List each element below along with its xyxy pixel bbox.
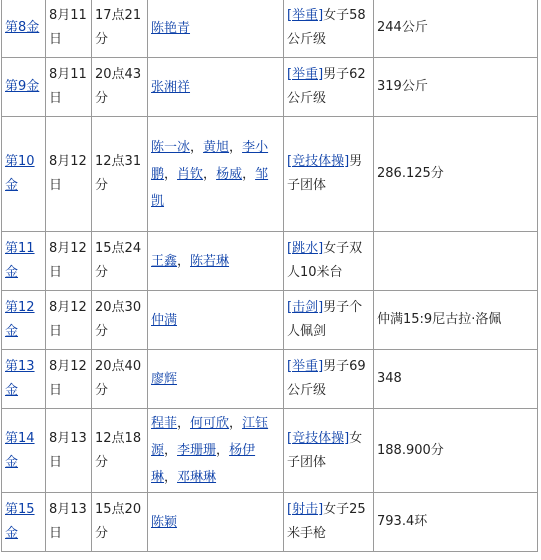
athlete-link[interactable]: 何可欣 [190, 416, 230, 431]
athlete-link[interactable]: 廖辉 [151, 371, 178, 387]
event-cell [284, 350, 374, 409]
date-cell: 8月12日 [46, 232, 92, 291]
event-cell [284, 58, 374, 117]
athlete-link[interactable]: 程菲 [151, 416, 178, 431]
athlete-separator: ， [164, 166, 178, 182]
athlete-link[interactable]: 陈艳青 [151, 20, 191, 36]
athlete-link[interactable]: 陈若琳 [190, 253, 230, 269]
medal-cell [2, 409, 46, 493]
time-cell: 20点40分 [92, 350, 148, 409]
result-cell: 286.125分 [374, 117, 538, 232]
medal-cell [2, 0, 46, 58]
medal-cell [2, 493, 46, 552]
athlete-separator: ， [229, 416, 243, 431]
athletes-cell [148, 493, 284, 552]
athletes-cell [148, 409, 284, 493]
athlete-link[interactable]: 杨伊琳 [151, 443, 256, 485]
event-category-link[interactable]: [竞技体操] [287, 430, 350, 446]
athletes-cell [148, 58, 284, 117]
time-cell: 12点31分 [92, 117, 148, 232]
event-cell [284, 232, 374, 291]
athlete-link[interactable]: 黄旭 [203, 139, 230, 155]
date-cell: 8月12日 [46, 117, 92, 232]
table-row [2, 58, 538, 117]
athlete-link[interactable]: 陈一冰 [151, 139, 191, 155]
medal-cell [2, 117, 46, 232]
athletes-cell [148, 291, 284, 350]
time-cell: 17点21分 [92, 0, 148, 58]
result-cell: 348 [374, 350, 538, 409]
event-category-link[interactable]: [举重] [287, 67, 324, 82]
date-cell: 8月13日 [46, 409, 92, 493]
medal-link[interactable]: 第10金 [5, 154, 35, 193]
event-name: 女子25米手枪 [287, 502, 366, 541]
table-row [2, 0, 538, 58]
medal-cell [2, 350, 46, 409]
athlete-link[interactable]: 肖钦 [177, 166, 204, 182]
result-cell: 793.4环 [374, 493, 538, 552]
athletes-cell [148, 232, 284, 291]
table-row [2, 232, 538, 291]
event-category-link[interactable]: [竞技体操] [287, 154, 350, 169]
event-name: 男子个人佩剑 [287, 300, 363, 339]
date-cell: 8月13日 [46, 493, 92, 552]
result-cell: 仲满15:9尼古拉·洛佩 [374, 291, 538, 350]
event-cell [284, 291, 374, 350]
athlete-link[interactable]: 邓琳琳 [177, 470, 217, 485]
time-cell: 15点20分 [92, 493, 148, 552]
medal-link[interactable]: 第8金 [5, 20, 40, 35]
event-name: 女子双人10米台 [287, 241, 363, 280]
event-cell [284, 0, 374, 58]
event-category-link[interactable]: [击剑] [287, 300, 324, 315]
medal-link[interactable]: 第9金 [5, 79, 40, 94]
date-cell: 8月12日 [46, 291, 92, 350]
athlete-link[interactable]: 江钰源 [151, 416, 269, 458]
result-cell: 188.900分 [374, 409, 538, 493]
event-name: 男子69公斤级 [287, 359, 366, 398]
athlete-separator: ， [190, 139, 204, 155]
athletes-cell [148, 350, 284, 409]
time-cell: 15点24分 [92, 232, 148, 291]
athlete-separator: ， [203, 166, 217, 182]
event-cell [284, 117, 374, 232]
table-row [2, 291, 538, 350]
athlete-separator: ， [216, 443, 230, 458]
result-cell: 319公斤 [374, 58, 538, 117]
medal-link[interactable]: 第12金 [5, 300, 35, 339]
date-cell: 8月11日 [46, 0, 92, 58]
athlete-separator: ， [242, 166, 256, 182]
medal-link[interactable]: 第13金 [5, 359, 35, 398]
event-name: 男子团体 [287, 154, 363, 193]
medal-cell [2, 58, 46, 117]
athlete-separator: ， [177, 253, 191, 269]
table-row [2, 350, 538, 409]
table-body [2, 0, 538, 552]
time-cell: 12点18分 [92, 409, 148, 493]
date-cell: 8月11日 [46, 58, 92, 117]
athlete-link[interactable]: 李珊珊 [177, 443, 217, 458]
medal-link[interactable]: 第11金 [5, 241, 35, 280]
athlete-separator: ， [229, 139, 243, 155]
table-row [2, 493, 538, 552]
medal-cell [2, 291, 46, 350]
table-row [2, 409, 538, 493]
event-name: 女子58公斤级 [287, 8, 366, 47]
time-cell: 20点43分 [92, 58, 148, 117]
time-cell: 20点30分 [92, 291, 148, 350]
event-category-link[interactable]: [跳水] [287, 241, 324, 256]
athlete-separator: ， [164, 443, 178, 458]
result-cell: 244公斤 [374, 0, 538, 58]
event-category-link[interactable]: [举重] [287, 359, 324, 374]
medal-cell [2, 232, 46, 291]
event-name: 女子团体 [287, 430, 363, 470]
athlete-link[interactable]: 杨威 [216, 166, 243, 182]
result-cell [374, 232, 538, 291]
event-category-link[interactable]: [射击] [287, 502, 324, 517]
date-cell: 8月12日 [46, 350, 92, 409]
athlete-link[interactable]: 李小鹏 [151, 139, 269, 182]
event-category-link[interactable]: [举重] [287, 8, 324, 23]
event-cell [284, 409, 374, 493]
medal-link[interactable]: 第15金 [5, 502, 35, 541]
medal-link[interactable]: 第14金 [5, 430, 35, 470]
gold-medal-table [1, 0, 538, 552]
athlete-link[interactable]: 仲满 [151, 312, 178, 328]
athletes-cell [148, 0, 284, 58]
athlete-link[interactable]: 张湘祥 [151, 79, 191, 95]
athlete-link[interactable]: 邹凯 [151, 166, 269, 209]
event-name: 男子62公斤级 [287, 67, 366, 106]
athlete-separator: ， [177, 416, 191, 431]
table-row [2, 117, 538, 232]
athlete-link[interactable]: 陈颖 [151, 514, 178, 530]
athletes-cell [148, 117, 284, 232]
event-cell [284, 493, 374, 552]
athlete-separator: ， [164, 470, 178, 485]
athlete-link[interactable]: 王鑫 [151, 253, 178, 269]
